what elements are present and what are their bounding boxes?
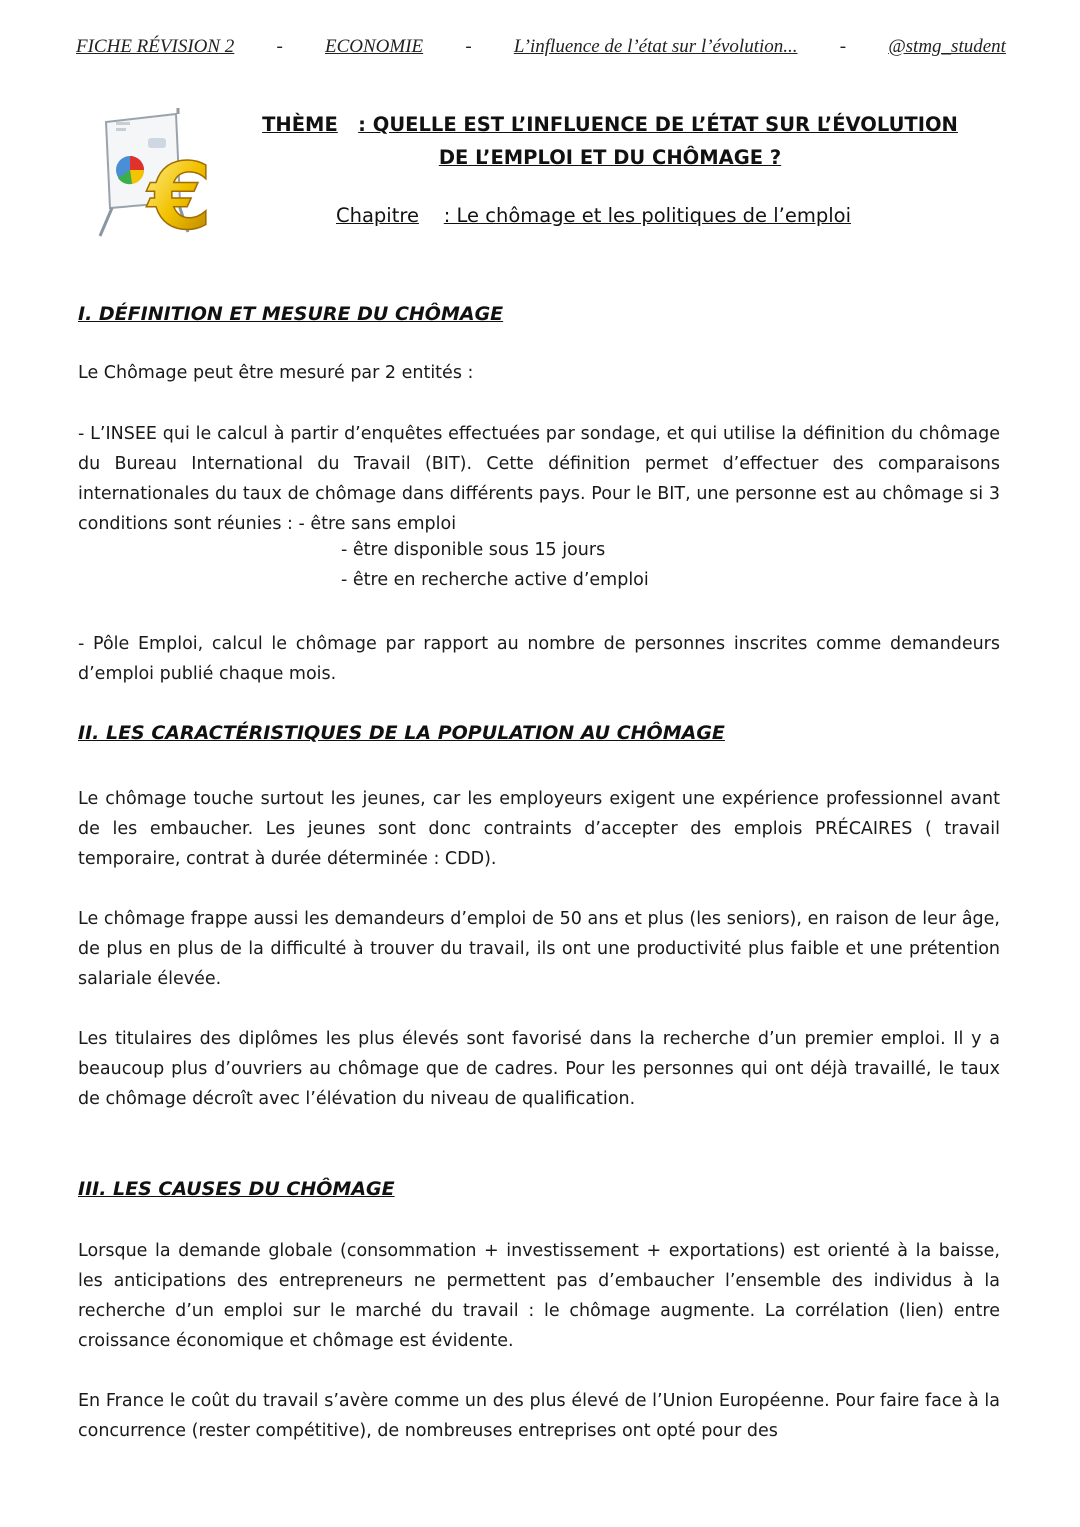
header-subject: ECONOMIE — [324, 36, 424, 57]
section-2-paragraph-2: Le chômage frappe aussi les demandeurs d’emploi de 50 ans et plus (les seniors), en raison de leur âge, de plus en plus de la difficulté à trouver du travail, ils ont une productivité plus faible et une prétention salariale élevée. — [78, 909, 1000, 989]
theme-title-1: : QUELLE EST L’INFLUENCE DE L’ÉTAT SUR L’ÉVOLUTION — [358, 113, 958, 136]
section-1-title: I. DÉFINITION ET MESURE DU CHÔMAGE — [78, 303, 504, 325]
section-2-paragraph-1: Le chômage touche surtout les jeunes, car les employeurs exigent une expérience professionnel avant de les embaucher. Les jeunes sont donc contraints d’accepter des emplois PRÉCAIRES ( travail temporaire, contrat à durée déterminée : CDD). — [78, 789, 1000, 869]
theme-line-1 — [255, 108, 965, 141]
section-3-paragraph-1: Lorsque la demande globale (consommation + investissement + exportations) est orienté à la baisse, les anticipations des entrepreneurs ne permettent pas d’embaucher l’ensemble des individus à la recherche d’un emploi sur le marché du travail : le chômage augmente. La corrélation (lien) entre croissance économique et chômage est évidente. — [78, 1241, 1000, 1351]
chapter-label: Chapitre — [336, 204, 419, 227]
euro-flipchart-icon — [92, 108, 220, 240]
section-2-title: II. LES CARACTÉRISTIQUES DE LA POPULATION AU CHÔMAGE — [78, 722, 725, 744]
header-separator: - — [276, 36, 283, 57]
section-1-insee-paragraph — [78, 419, 1000, 539]
header-separator: - — [465, 36, 472, 57]
svg-text:€: € — [148, 143, 213, 240]
bit-condition-2: - être disponible sous 15 jours — [341, 540, 606, 560]
chapter-title: : Le chômage et les politiques de l’emploi — [443, 204, 852, 227]
section-1-intro: Le Chômage peut être mesuré par 2 entités : — [78, 363, 474, 383]
theme-title-2: DE L’EMPLOI ET DU CHÔMAGE ? — [438, 146, 782, 169]
bit-condition-1: - être sans emploi — [298, 514, 457, 534]
section-1-pole-emploi: - Pôle Emploi, calcul le chômage par rapport au nombre de personnes inscrites comme demandeurs d’emploi publié chaque mois. — [78, 634, 1000, 684]
section-2-paragraph-3: Les titulaires des diplômes les plus élevés sont favorisé dans la recherche d’un premier emploi. Il y a beaucoup plus d’ouvriers au chômage que de cadres. Pour les personnes qui ont déjà travaillé, le taux de chômage décroît avec l’élévation du niveau de qualification. — [78, 1029, 1000, 1109]
theme-heading — [255, 108, 965, 174]
header-separator: - — [839, 36, 847, 57]
page-header — [76, 36, 1006, 58]
bit-condition-3: - être en recherche active d’emploi — [341, 570, 649, 590]
header-handle: @stmg_student — [888, 36, 1006, 57]
chapter-heading — [336, 204, 896, 227]
theme-label: THÈME — [262, 113, 338, 136]
insee-text: - L’INSEE qui le calcul à partir d’enquêtes effectuées par sondage, et qui utilise la définition du chômage du Bureau International du Travail (BIT). Cette définition permet d’effectuer des comparaisons internationales du taux de chômage dans différents pays. Pour le BIT, une personne est au chômage si 3 conditions sont réunies : — [78, 424, 1000, 534]
header-sheet-label: FICHE RÉVISION 2 — [76, 36, 235, 57]
section-3-title: III. LES CAUSES DU CHÔMAGE — [78, 1178, 395, 1200]
theme-line-2 — [255, 141, 965, 174]
header-topic: L’influence de l’état sur l’évolution... — [513, 36, 798, 57]
section-3-paragraph-2: En France le coût du travail s’avère comme un des plus élevé de l’Union Européenne. Pour faire face à la concurrence (rester compétitive), de nombreuses entreprises ont opté pour des — [78, 1391, 1000, 1441]
